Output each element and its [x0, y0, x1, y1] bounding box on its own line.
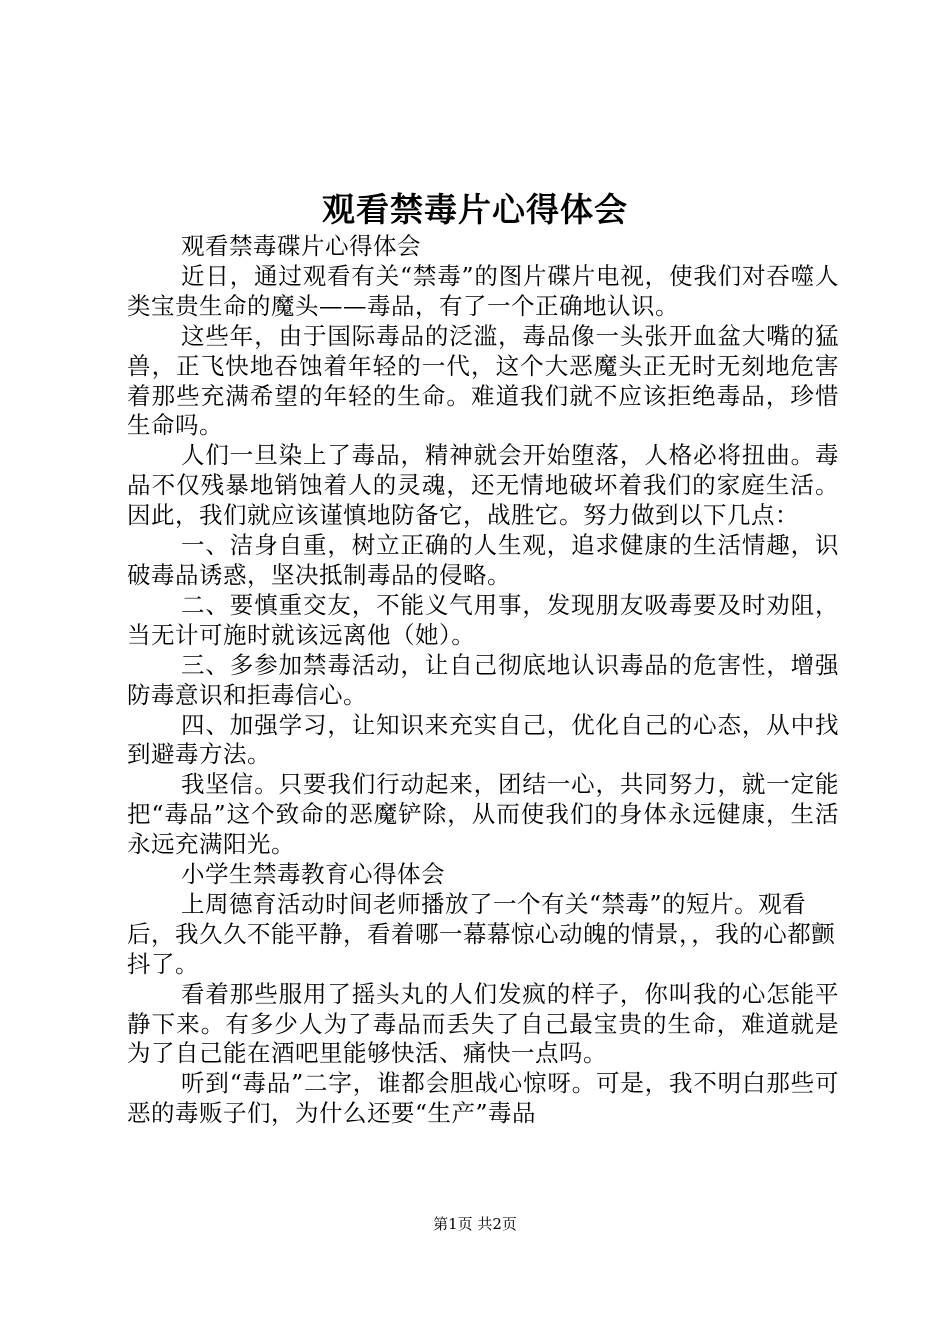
paragraph: 我坚信。只要我们行动起来，团结一心，共同努力，就一定能把“毒品”这个致命的恶魔铲除，从而使我们的身体永远健康，生活永远充满阳光。 — [127, 770, 839, 859]
page-number: 第1页 共2页 — [433, 1215, 517, 1233]
paragraph: 近日，通过观看有关“禁毒”的图片碟片电视，使我们对吞噬人类宝贵生命的魔头——毒品，有了一个正确地认识。 — [127, 261, 839, 320]
document-title: 观看禁毒片心得体会 — [322, 190, 628, 229]
paragraph: 人们一旦染上了毒品，精神就会开始堕落，人格必将扭曲。毒品不仅残暴地销蚀着人的灵魂，还无情地破坏着我们的家庭生活。因此，我们就应该谨慎地防备它，战胜它。努力做到以下几点： — [127, 441, 839, 530]
paragraph: 听到“毒品”二字，谁都会胆战心惊呀。可是，我不明白那些可恶的毒贩子们，为什么还要“生产”毒品 — [127, 1069, 839, 1128]
list-item-point-2: 二、要慎重交友，不能义气用事，发现朋友吸毒要及时劝阻，当无计可施时就该远离他（她）。 — [127, 590, 839, 649]
document-body — [127, 232, 839, 1129]
paragraph-subheading-1: 观看禁毒碟片心得体会 — [181, 232, 422, 260]
paragraph: 这些年，由于国际毒品的泛滥，毒品像一头张开血盆大嘴的猛兽，正飞快地吞蚀着年轻的一代，这个大恶魔头正无时无刻地危害着那些充满希望的年轻的生命。难道我们就不应该拒绝毒品，珍惜生命吗。 — [127, 321, 839, 440]
list-item-point-3: 三、多参加禁毒活动，让自己彻底地认识毒品的危害性，增强防毒意识和拒毒信心。 — [127, 650, 839, 709]
paragraph: 上周德育活动时间老师播放了一个有关“禁毒”的短片。观看后，我久久不能平静，看着哪一幕幕惊心动魄的情景，，我的心都颤抖了。 — [127, 889, 836, 978]
paragraph-subheading-2: 小学生禁毒教育心得体会 — [181, 860, 446, 889]
list-item-point-4: 四、加强学习，让知识来充实自己，优化自己的心态，从中找到避毒方法。 — [127, 710, 839, 769]
paragraph: 看着那些服用了摇头丸的人们发疯的样子，你叫我的心怎能平静下来。有多少人为了毒品而丢失了自己最宝贵的生命，难道就是为了自己能在酒吧里能够快活、痛快一点吗。 — [127, 979, 839, 1068]
list-item-point-1: 一、洁身自重，树立正确的人生观，追求健康的生活情趣，识破毒品诱惑，坚决抵制毒品的侵略。 — [127, 531, 839, 589]
